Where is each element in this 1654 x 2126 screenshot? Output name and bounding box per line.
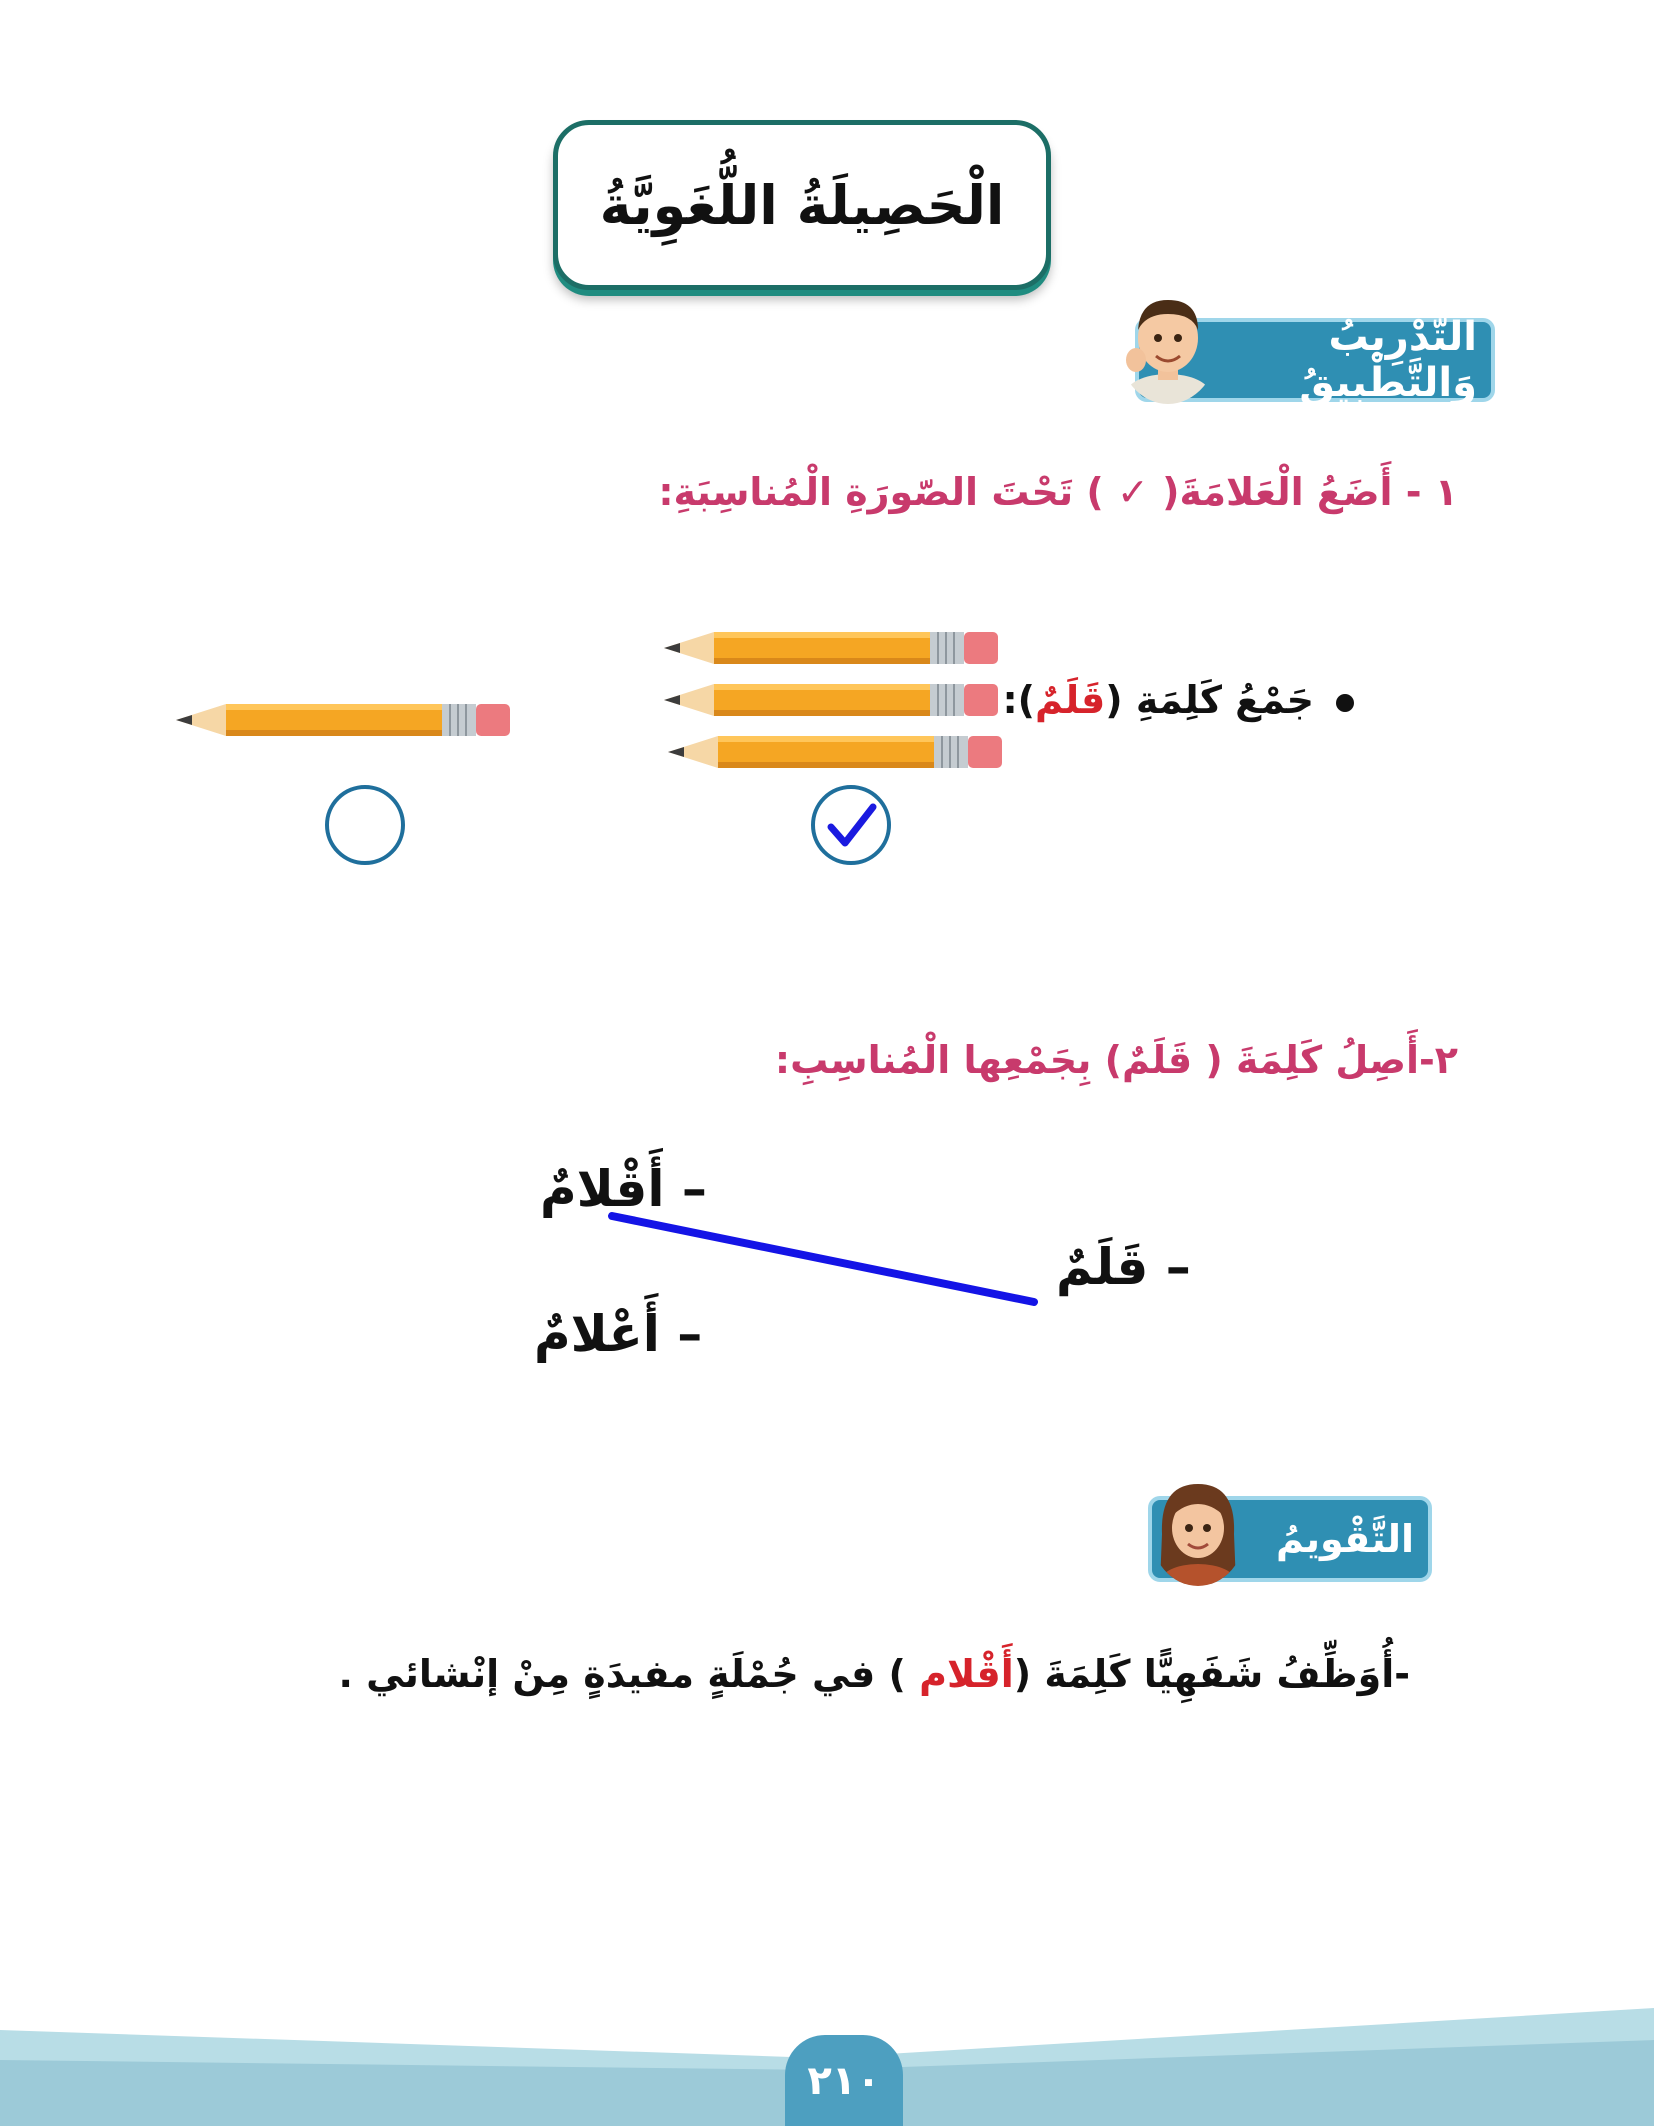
practice-banner-label: التَّدْرِيبُ وَالتَّطْبِيقُ bbox=[1299, 314, 1477, 406]
evaluation-word: أَقْلام bbox=[919, 1652, 1014, 1696]
prompt-suffix: ): bbox=[1002, 678, 1036, 722]
page-title: الْحَصِيلَةُ اللُّغَوِيَّةُ bbox=[599, 173, 1005, 237]
evaluation-instruction bbox=[339, 1652, 1410, 1696]
question-1-prompt bbox=[1002, 678, 1314, 722]
prompt-prefix: جَمْعُ كَلِمَةِ ( bbox=[1105, 678, 1314, 722]
evaluation-banner-label: التَّقْويمُ bbox=[1275, 1517, 1414, 1561]
prompt-word: قَلَمٌ bbox=[1035, 678, 1106, 722]
answer-circle-three-pencils[interactable] bbox=[811, 785, 891, 865]
match-target-alam[interactable]: – أَعْلامٌ bbox=[534, 1305, 703, 1363]
answer-circle-one-pencil[interactable] bbox=[325, 785, 405, 865]
check-mark-icon bbox=[815, 789, 887, 861]
one-pencil-picture bbox=[176, 704, 520, 740]
girl-icon bbox=[1150, 1474, 1246, 1586]
evaluation-prefix: -أُوَظِّفُ شَفَهِيًّا كَلِمَةَ ( bbox=[1013, 1652, 1410, 1696]
three-pencils-picture bbox=[660, 628, 1006, 774]
bullet-dot bbox=[1336, 694, 1354, 712]
match-source-qalam[interactable]: – قَلَمٌ bbox=[1056, 1238, 1191, 1296]
page-number: ٢١٠ bbox=[785, 2035, 903, 2126]
evaluation-suffix: ) في جُمْلَةٍ مفيدَةٍ مِنْ إنْشائي . bbox=[338, 1652, 920, 1696]
question-1-instruction: ١ - أَضَعُ الْعَلامَةَ( ✓ ) تَحْتَ الصّورَةِ الْمُناسِبَةِ: bbox=[658, 470, 1458, 514]
title-box bbox=[553, 120, 1051, 290]
boy-thinking-icon bbox=[1118, 286, 1218, 404]
question-2-instruction: ٢-أَصِلُ كَلِمَةَ ( قَلَمٌ) بِجَمْعِها الْمُناسِبِ: bbox=[774, 1038, 1458, 1082]
match-target-aqlam[interactable]: – أَقْلامٌ bbox=[540, 1160, 707, 1218]
